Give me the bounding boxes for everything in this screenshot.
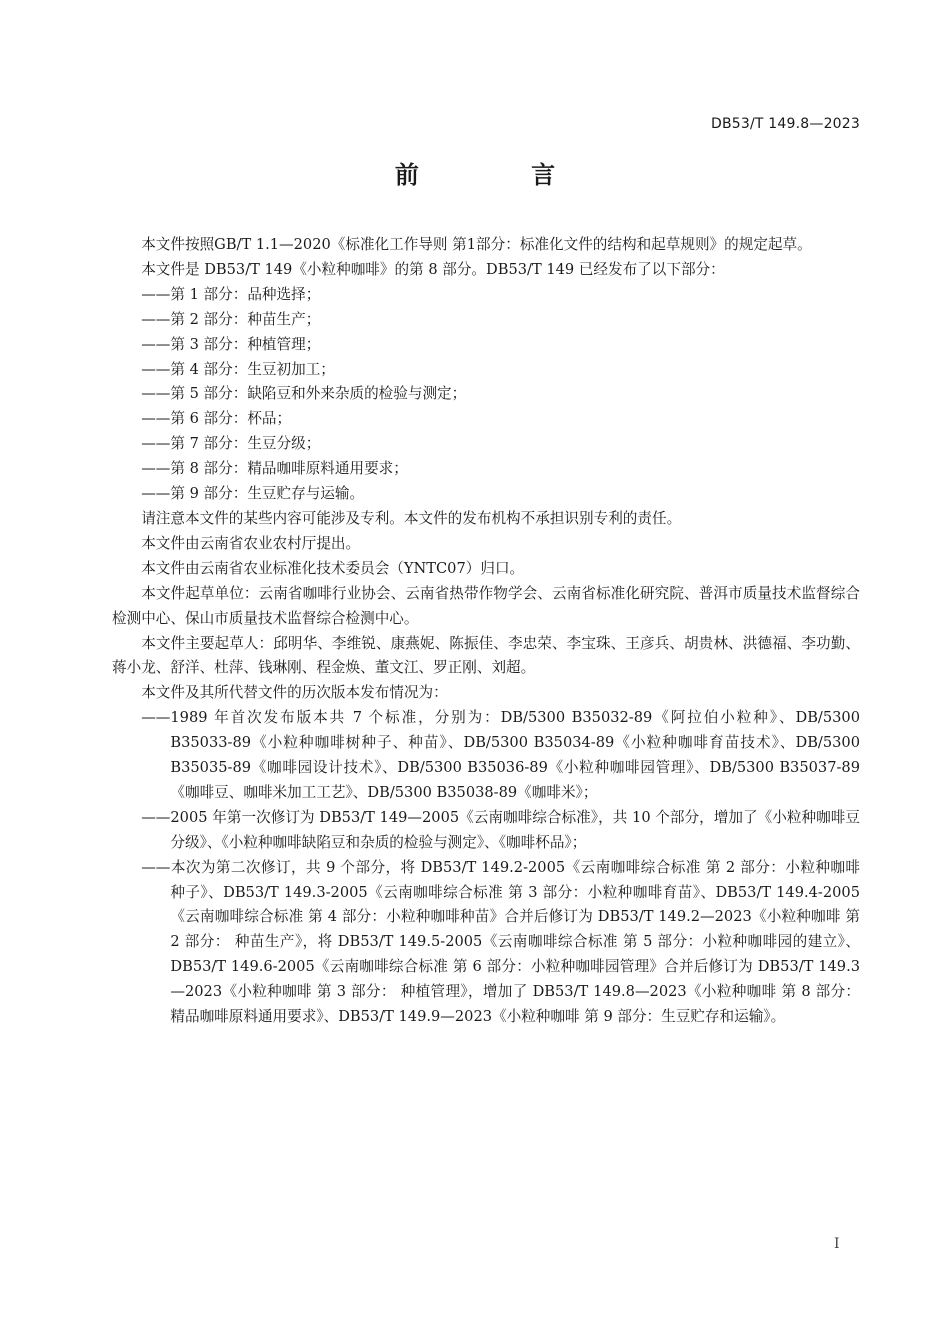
list-item-part: ——第 6 部分：杯品；: [141, 410, 292, 428]
page-number: I: [834, 1236, 840, 1252]
paragraph-part-intro: 本文件是 DB53/T 149《小粒种咖啡》的第 8 部分。DB53/T 149 已经发布了以下部分：: [141, 260, 725, 278]
list-item-part: ——第 2 部分：种苗生产；: [141, 310, 321, 328]
paragraph-drafting-units: 本文件起草单位：云南省咖啡行业协会、云南省热带作物学会、云南省标准化研究院、普洱市质量技术监督综合检测中心、保山市质量技术监督综合检测中心。: [112, 584, 860, 627]
paragraph-proposer: 本文件由云南省农业农村厅提出。: [141, 534, 361, 552]
history-item: ——1989 年首次发布版本共 7 个标准，分别为：DB/5300 B35032-89《阿拉伯小粒种》、DB/5300 B35033-89《小粒种咖啡树种子、种苗》、DB/5300 B35034-89《小粒种咖啡育苗技术》、DB/5300 B35035-89《咖啡园设计技术》、DB/5300 B35036-89《小粒种咖啡园管理》、DB/5300 B35037-89《咖啡豆、咖啡米加工工艺》、DB/5300 B35038-89《咖啡米》；: [141, 709, 860, 801]
list-item-part: ——第 9 部分：生豆贮存与运输。: [141, 485, 365, 503]
list-item-part: ——第 7 部分：生豆分级；: [141, 435, 321, 453]
history-item: ——2005 年第一次修订为 DB53/T 149—2005《云南咖啡综合标准》，共 10 个部分，增加了《小粒种咖啡豆分级》、《小粒种咖啡缺陷豆和杂质的检验与测定》、《咖啡杯品》；: [141, 808, 860, 851]
history-item: ——本次为第二次修订，共 9 个部分，将 DB53/T 149.2-2005《云南咖啡综合标准 第 2 部分：小粒种咖啡 种子》、DB53/T 149.3-2005《云南咖啡综合标准 第 3 部分：小粒种咖啡育苗》、DB53/T 149.4-2005《云南咖啡综合标准 第 4 部分：小粒种咖啡种苗》合并后修订为 DB53/T 149.2—2023《小粒种咖啡 第 2 部分： 种苗生产》，将 DB53/T 149.5-2005《云南咖啡综合标准 第 5 部分：小粒种咖啡园的建立》、DB53/T 149.6-2005《云南咖啡综合标准 第 6 部分：小粒种咖啡园管理》合并后修订为 DB53/T 149.3—2023《小粒种咖啡 第 3 部分： 种植管理》，增加了 DB53/T 149.8—2023《小粒种咖啡 第 8 部分：精品咖啡原料通用要求》、DB53/T 149.9—2023《小粒种咖啡 第 9 部分：生豆贮存和运输》。: [141, 858, 860, 1026]
paragraph-history-intro: 本文件及其所代替文件的历次版本发布情况为：: [141, 684, 448, 702]
list-item-part: ——第 1 部分：品种选择；: [141, 285, 321, 303]
paragraph-committee: 本文件由云南省农业标准化技术委员会（YNTC07）归口。: [141, 559, 525, 577]
foreword-body: [112, 233, 860, 1030]
document-code: DB53/T 149.8—2023: [710, 116, 860, 132]
paragraph-patent-notice: 请注意本文件的某些内容可能涉及专利。本文件的发布机构不承担识别专利的责任。: [141, 509, 682, 527]
list-item-part: ——第 8 部分：精品咖啡原料通用要求；: [141, 460, 408, 478]
list-item-part: ——第 4 部分：生豆初加工；: [141, 360, 335, 378]
paragraph-drafting-rules: 本文件按照GB/T 1.1—2020《标准化工作导则 第1部分：标准化文件的结构和起草规则》的规定起草。: [141, 236, 812, 253]
paragraph-drafters: 本文件主要起草人：邱明华、李维锐、康燕妮、陈振佳、李忠荣、李宝珠、王彦兵、胡贵林、洪德福、李功勤、蒋小龙、舒洋、杜萍、钱琳刚、程金焕、董文江、罗正刚、刘超。: [112, 634, 860, 677]
page-title: 前 言: [394, 161, 608, 189]
list-item-part: ——第 5 部分：缺陷豆和外来杂质的检验与测定；: [141, 385, 467, 403]
list-item-part: ——第 3 部分：种植管理；: [141, 335, 321, 353]
